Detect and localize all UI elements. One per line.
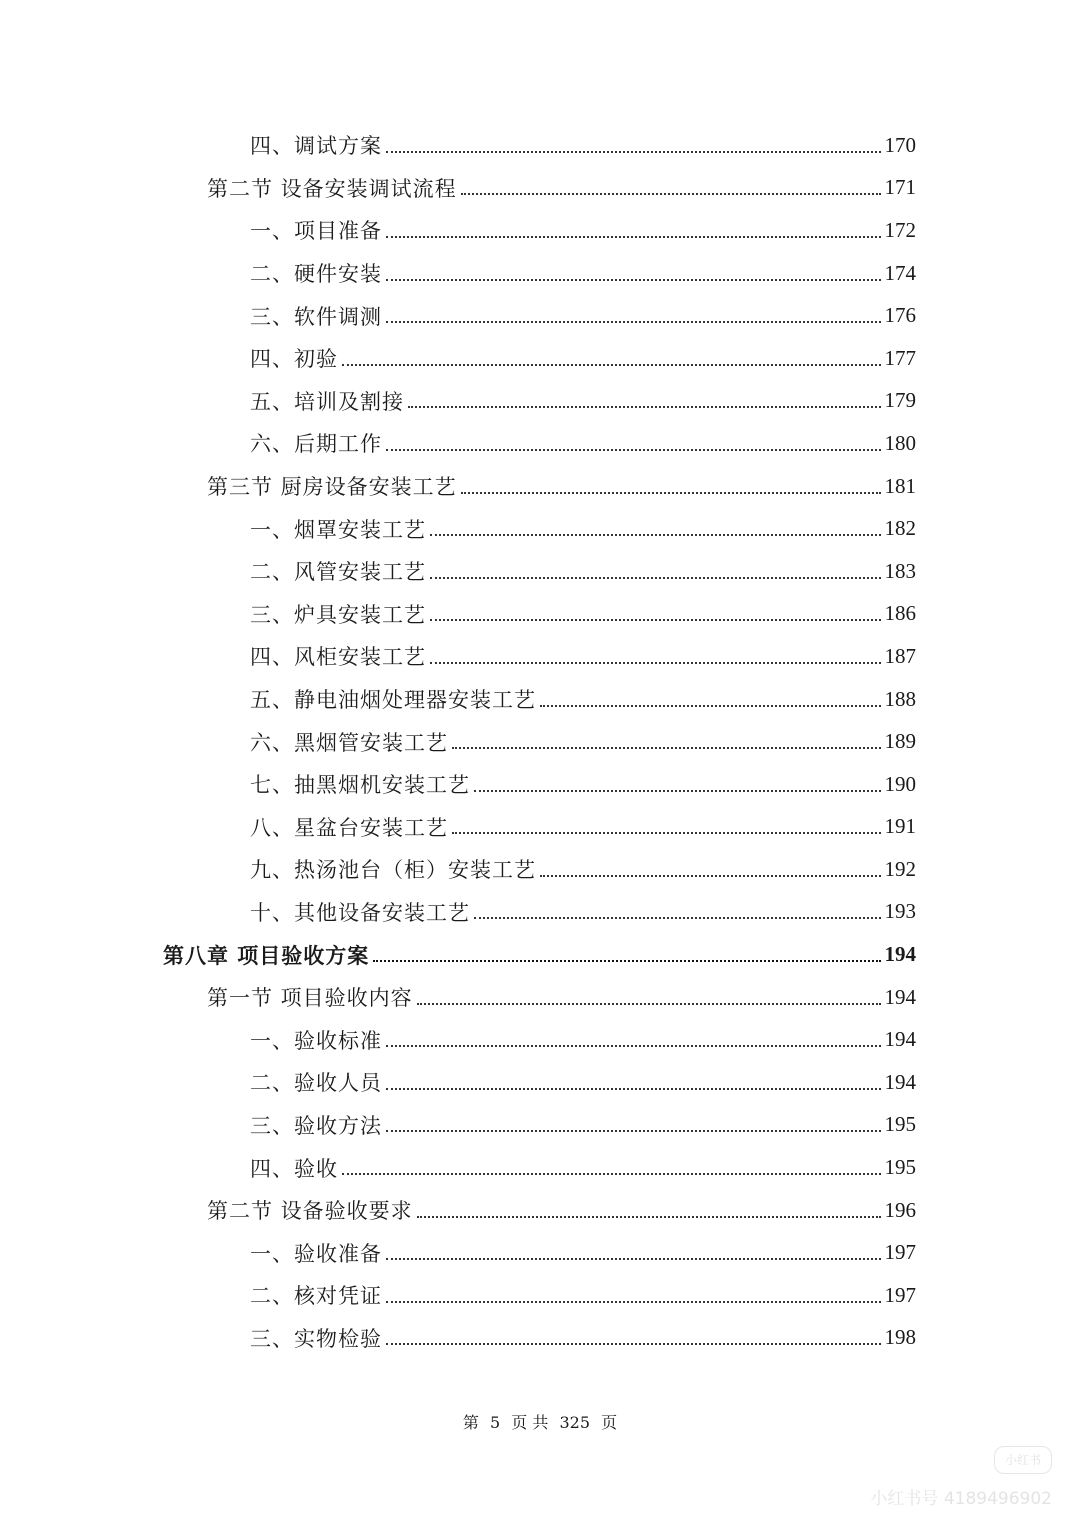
toc-entry[interactable] bbox=[0, 337, 1080, 380]
toc-leader-dots bbox=[474, 916, 881, 919]
toc-leader-dots bbox=[342, 363, 881, 366]
toc-entry[interactable] bbox=[0, 167, 1080, 210]
toc-leader-dots bbox=[430, 576, 881, 579]
footer-total-pages: 325 bbox=[559, 1413, 590, 1432]
toc-leader-dots bbox=[540, 874, 881, 877]
toc-leader-dots bbox=[540, 704, 881, 707]
toc-entry-page: 195 bbox=[884, 1112, 916, 1137]
toc-entry[interactable] bbox=[0, 1018, 1080, 1061]
toc-entry[interactable] bbox=[0, 763, 1080, 806]
toc-entry-title: 第二节 设备验收要求 bbox=[207, 1199, 413, 1224]
toc-entry-title: 四、初验 bbox=[250, 347, 338, 372]
toc-entry-page: 180 bbox=[884, 430, 916, 455]
toc-entry-title: 二、核对凭证 bbox=[250, 1284, 382, 1309]
toc-entry-page: 182 bbox=[884, 516, 916, 541]
footer-suffix: 页 bbox=[601, 1413, 618, 1432]
toc-entry[interactable] bbox=[0, 976, 1080, 1019]
toc-entry-title: 一、烟罩安装工艺 bbox=[250, 517, 426, 542]
footer-current-page: 5 bbox=[489, 1413, 501, 1432]
toc-entry-page: 192 bbox=[884, 856, 916, 881]
toc-leader-dots bbox=[452, 746, 881, 749]
toc-entry[interactable] bbox=[0, 678, 1080, 721]
toc-leader-dots bbox=[430, 533, 881, 536]
toc-entry-page: 187 bbox=[884, 643, 916, 668]
toc-entry-page: 188 bbox=[884, 686, 916, 711]
toc-entry[interactable] bbox=[0, 294, 1080, 337]
toc-entry-title: 四、调试方案 bbox=[250, 134, 382, 159]
toc-leader-dots bbox=[386, 150, 881, 153]
toc-entry-title: 三、实物检验 bbox=[250, 1326, 382, 1351]
toc-entry-title: 三、炉具安装工艺 bbox=[250, 602, 426, 627]
toc-entry-page: 189 bbox=[884, 729, 916, 754]
toc-leader-dots bbox=[386, 1257, 881, 1260]
toc-entry-page: 197 bbox=[884, 1282, 916, 1307]
toc-leader-dots bbox=[386, 1129, 881, 1132]
toc-entry-page: 179 bbox=[884, 388, 916, 413]
toc-entry-page: 183 bbox=[884, 558, 916, 583]
toc-entry-page: 195 bbox=[884, 1155, 916, 1180]
toc-entry-title: 二、验收人员 bbox=[250, 1071, 382, 1096]
toc-entry[interactable] bbox=[0, 891, 1080, 934]
toc-entry-page: 196 bbox=[884, 1197, 916, 1222]
toc-entry[interactable] bbox=[0, 380, 1080, 423]
toc-entry-page: 186 bbox=[884, 601, 916, 626]
watermark-logo: 小红书 bbox=[994, 1446, 1052, 1474]
toc-entry-title: 二、硬件安装 bbox=[250, 262, 382, 287]
toc-entry[interactable] bbox=[0, 1317, 1080, 1360]
footer-middle: 页 共 bbox=[511, 1413, 549, 1432]
toc-entry[interactable] bbox=[0, 1274, 1080, 1317]
toc-entry[interactable] bbox=[0, 209, 1080, 252]
toc-entry-title: 四、验收 bbox=[250, 1156, 338, 1181]
toc-entry-title: 第一节 项目验收内容 bbox=[207, 986, 413, 1011]
toc-entry[interactable] bbox=[0, 465, 1080, 508]
toc-entry-title: 一、验收准备 bbox=[250, 1241, 382, 1266]
toc-entry-title: 六、黑烟管安装工艺 bbox=[250, 730, 448, 755]
toc-entry-page: 191 bbox=[884, 814, 916, 839]
toc-entry[interactable] bbox=[0, 252, 1080, 295]
toc-entry-title: 一、项目准备 bbox=[250, 219, 382, 244]
toc-entry-page: 193 bbox=[884, 899, 916, 924]
toc-leader-dots bbox=[461, 192, 881, 195]
toc-entry-page: 176 bbox=[884, 303, 916, 328]
toc-entry[interactable] bbox=[0, 507, 1080, 550]
toc-entry[interactable] bbox=[0, 1231, 1080, 1274]
toc-entry-title: 第二节 设备安装调试流程 bbox=[207, 176, 457, 201]
toc-entry[interactable] bbox=[0, 550, 1080, 593]
toc-entry-page: 170 bbox=[884, 132, 916, 157]
toc-leader-dots bbox=[386, 278, 881, 281]
toc-entry[interactable] bbox=[0, 806, 1080, 849]
toc-leader-dots bbox=[461, 491, 881, 494]
toc-entry-page: 194 bbox=[884, 984, 916, 1009]
toc-entry-page: 194 bbox=[884, 1069, 916, 1094]
table-of-contents bbox=[0, 124, 1080, 1359]
toc-entry-title: 九、热汤池台（柜）安装工艺 bbox=[250, 858, 536, 883]
toc-entry[interactable] bbox=[0, 1146, 1080, 1189]
toc-leader-dots bbox=[408, 405, 881, 408]
footer-prefix: 第 bbox=[462, 1413, 479, 1432]
watermark-id: 小红书号 4189496902 bbox=[870, 1489, 1052, 1509]
toc-leader-dots bbox=[452, 831, 881, 834]
toc-leader-dots bbox=[373, 959, 880, 962]
toc-entry-page: 197 bbox=[884, 1240, 916, 1265]
toc-entry-title: 十、其他设备安装工艺 bbox=[250, 900, 470, 925]
toc-entry[interactable] bbox=[0, 422, 1080, 465]
toc-entry-title: 三、软件调测 bbox=[250, 304, 382, 329]
toc-entry-page: 194 bbox=[884, 1027, 916, 1052]
toc-entry-title: 第八章 项目验收方案 bbox=[163, 942, 370, 968]
toc-entry-page: 174 bbox=[884, 260, 916, 285]
toc-entry[interactable] bbox=[0, 593, 1080, 636]
toc-entry-title: 六、后期工作 bbox=[250, 432, 382, 457]
toc-entry[interactable] bbox=[0, 124, 1080, 167]
toc-entry-title: 第三节 厨房设备安装工艺 bbox=[207, 475, 457, 500]
toc-leader-dots bbox=[342, 1172, 881, 1175]
toc-entry-title: 五、静电油烟处理器安装工艺 bbox=[250, 688, 536, 713]
toc-entry-page: 198 bbox=[884, 1325, 916, 1350]
toc-entry-title: 一、验收标准 bbox=[250, 1028, 382, 1053]
toc-entry[interactable] bbox=[0, 720, 1080, 763]
toc-entry-page: 194 bbox=[884, 942, 916, 967]
toc-entry-title: 七、抽黑烟机安装工艺 bbox=[250, 773, 470, 798]
toc-entry-title: 三、验收方法 bbox=[250, 1113, 382, 1138]
toc-entry[interactable] bbox=[0, 1061, 1080, 1104]
toc-leader-dots bbox=[386, 1342, 881, 1345]
toc-leader-dots bbox=[386, 1044, 881, 1047]
page-footer bbox=[0, 1410, 1080, 1433]
toc-leader-dots bbox=[430, 661, 881, 664]
toc-entry[interactable] bbox=[0, 933, 1080, 976]
toc-leader-dots bbox=[386, 1087, 881, 1090]
toc-leader-dots bbox=[430, 618, 881, 621]
toc-leader-dots bbox=[386, 448, 881, 451]
toc-leader-dots bbox=[417, 1215, 881, 1218]
toc-entry-title: 二、风管安装工艺 bbox=[250, 560, 426, 585]
toc-entry-page: 172 bbox=[884, 217, 916, 242]
toc-entry-page: 190 bbox=[884, 771, 916, 796]
toc-leader-dots bbox=[386, 1300, 881, 1303]
toc-leader-dots bbox=[386, 235, 881, 238]
toc-leader-dots bbox=[386, 320, 881, 323]
toc-entry-page: 181 bbox=[884, 473, 916, 498]
toc-entry-title: 八、星盆台安装工艺 bbox=[250, 815, 448, 840]
toc-leader-dots bbox=[417, 1002, 881, 1005]
toc-entry-page: 177 bbox=[884, 345, 916, 370]
toc-leader-dots bbox=[474, 789, 881, 792]
toc-entry[interactable] bbox=[0, 1104, 1080, 1147]
toc-entry-title: 四、风柜安装工艺 bbox=[250, 645, 426, 670]
toc-entry-page: 171 bbox=[884, 175, 916, 200]
toc-entry[interactable] bbox=[0, 848, 1080, 891]
toc-entry[interactable] bbox=[0, 635, 1080, 678]
toc-entry[interactable] bbox=[0, 1189, 1080, 1232]
toc-entry-title: 五、培训及割接 bbox=[250, 389, 404, 414]
